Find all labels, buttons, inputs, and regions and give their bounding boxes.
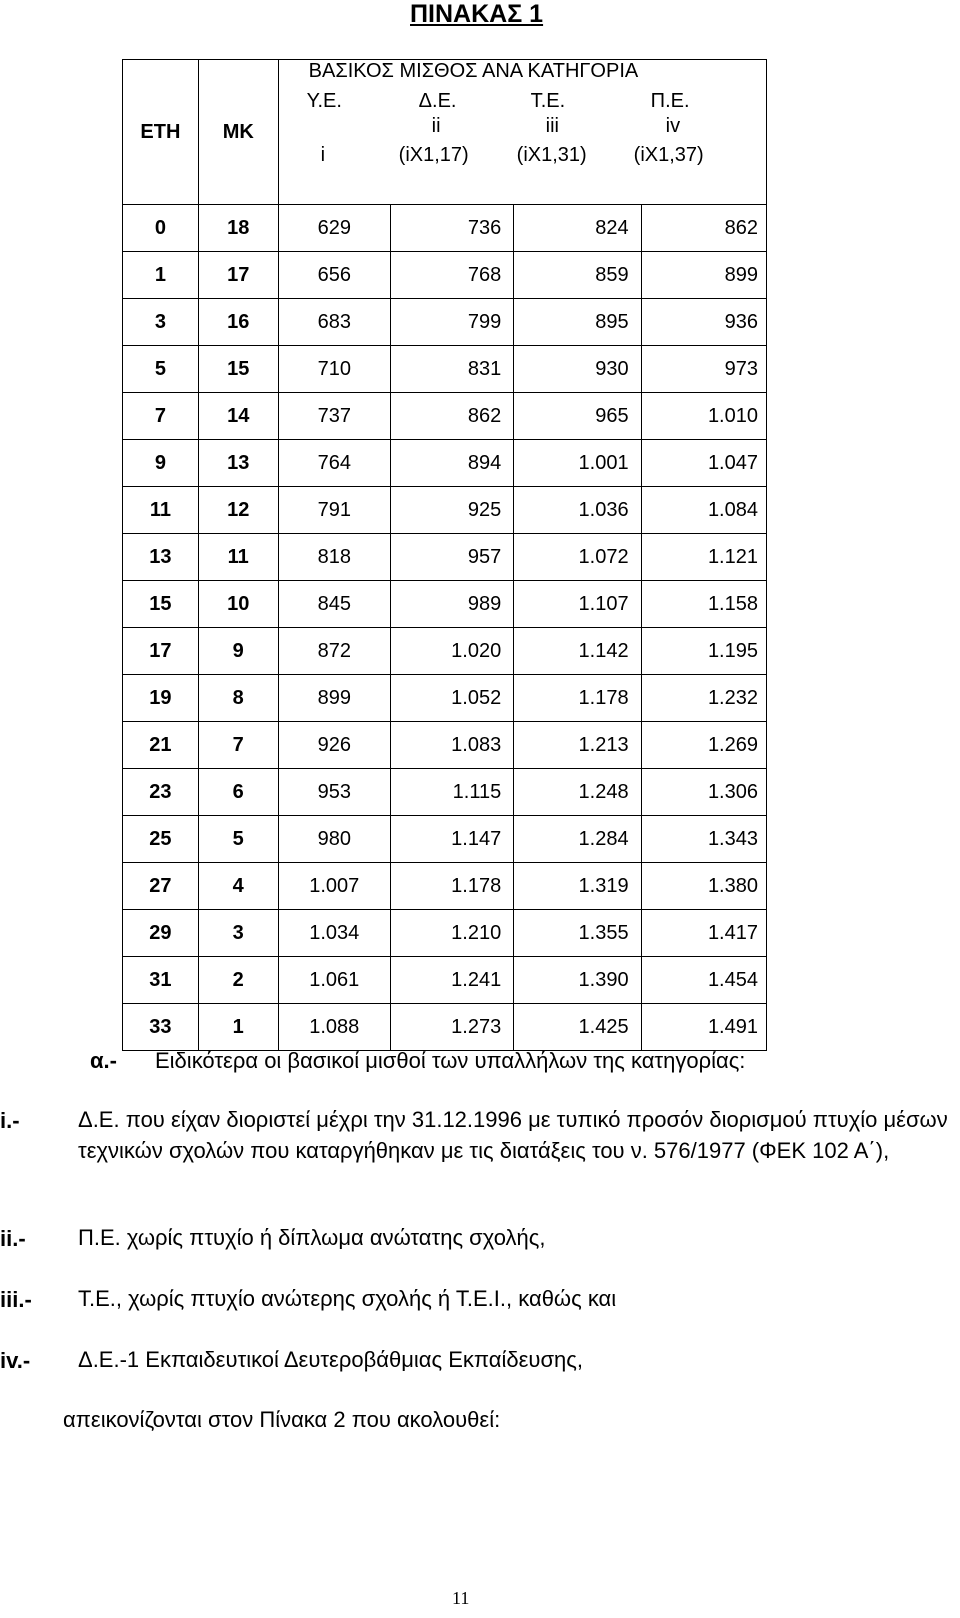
cell-cat2: 1.052: [390, 675, 513, 722]
table-row: [123, 675, 767, 722]
table-row: [123, 487, 767, 534]
cell-cat3: 1.107: [514, 581, 641, 628]
cell-cat1: 953: [278, 769, 390, 816]
cell-cat4: 1.417: [641, 910, 766, 957]
cell-cat1: 737: [278, 393, 390, 440]
cell-cat2: 894: [390, 440, 513, 487]
cell-cat3: 1.284: [514, 816, 641, 863]
table-row: [123, 205, 767, 252]
cell-mk: 1: [198, 1004, 278, 1051]
cell-cat4: 862: [641, 205, 766, 252]
header-roman1: i: [320, 144, 326, 166]
table-row: [123, 863, 767, 910]
cell-cat3: 824: [514, 205, 641, 252]
cell-mk: 11: [198, 534, 278, 581]
closing-text: απεικονίζονται στον Πίνακα 2 που ακολουθεί:: [63, 1407, 501, 1432]
cell-cat4: 1.269: [641, 722, 766, 769]
header-roman4: iv: [665, 115, 681, 137]
cell-cat3: 1.178: [514, 675, 641, 722]
cell-eti: 23: [123, 769, 199, 816]
table-row: [123, 393, 767, 440]
cell-eti: 19: [123, 675, 199, 722]
cell-cat1: 656: [278, 252, 390, 299]
header-cat1: Υ.Ε.: [306, 90, 342, 112]
cell-cat1: 1.034: [278, 910, 390, 957]
cell-cat2: 1.083: [390, 722, 513, 769]
cell-cat2: 925: [390, 487, 513, 534]
cell-cat4: 1.121: [641, 534, 766, 581]
cell-cat2: 736: [390, 205, 513, 252]
note-alpha-text: Ειδικότερα οι βασικοί μισθοί των υπαλλήλων της κατηγορίας:: [155, 1048, 746, 1073]
cell-mk: 18: [198, 205, 278, 252]
cell-mk: 10: [198, 581, 278, 628]
header-roman2: ii: [431, 115, 441, 137]
note-iii-text: Τ.Ε., χωρίς πτυχίο ανώτερης σχολής ή Τ.Ε.Ι., καθώς και: [78, 1286, 617, 1311]
cell-eti: 27: [123, 863, 199, 910]
cell-cat2: 957: [390, 534, 513, 581]
table-row: [123, 628, 767, 675]
cell-cat2: 1.241: [390, 957, 513, 1004]
cell-cat2: 862: [390, 393, 513, 440]
note-iv-label: iv.-: [0, 1348, 31, 1373]
cell-eti: 11: [123, 487, 199, 534]
header-factor3: (iX1,31): [516, 144, 587, 166]
note-ii-text: Π.Ε. χωρίς πτυχίο ή δίπλωμα ανώτατης σχολής,: [78, 1225, 546, 1250]
cell-cat2: 989: [390, 581, 513, 628]
header-factor2: (iX1,17): [398, 144, 469, 166]
cell-cat4: 1.195: [641, 628, 766, 675]
header-cat2: Δ.Ε.: [418, 90, 457, 112]
cell-cat3: 1.355: [514, 910, 641, 957]
cell-cat1: 818: [278, 534, 390, 581]
table-row: [123, 534, 767, 581]
cell-eti: 1: [123, 252, 199, 299]
cell-cat1: 980: [278, 816, 390, 863]
cell-cat3: 1.248: [514, 769, 641, 816]
cell-mk: 17: [198, 252, 278, 299]
cell-cat3: 1.001: [514, 440, 641, 487]
cell-cat2: 799: [390, 299, 513, 346]
table-row: [123, 299, 767, 346]
cell-eti: 33: [123, 1004, 199, 1051]
cell-cat3: 930: [514, 346, 641, 393]
cell-cat4: 1.158: [641, 581, 766, 628]
table-row: [123, 581, 767, 628]
table-row: [123, 910, 767, 957]
cell-mk: 9: [198, 628, 278, 675]
cell-cat4: 1.306: [641, 769, 766, 816]
cell-cat2: 1.178: [390, 863, 513, 910]
cell-eti: 5: [123, 346, 199, 393]
cell-cat4: 1.010: [641, 393, 766, 440]
table-row: [123, 440, 767, 487]
note-i-text: Δ.Ε. που είχαν διοριστεί μέχρι την 31.12.1996 με τυπικό προσόν διορισμού πτυχίο μέσων τεχνικών σχολών που καταργήθηκαν με τις διατάξεις του ν. 576/1977 (ΦΕΚ 102 Α΄),: [78, 1107, 948, 1163]
cell-mk: 8: [198, 675, 278, 722]
cell-cat4: 1.047: [641, 440, 766, 487]
table-row: [123, 252, 767, 299]
cell-cat3: 1.319: [514, 863, 641, 910]
cell-eti: 7: [123, 393, 199, 440]
cell-cat3: 1.072: [514, 534, 641, 581]
cell-cat3: 859: [514, 252, 641, 299]
cell-cat3: 1.142: [514, 628, 641, 675]
cell-cat3: 1.425: [514, 1004, 641, 1051]
cell-cat4: 936: [641, 299, 766, 346]
cell-eti: 9: [123, 440, 199, 487]
cell-mk: 5: [198, 816, 278, 863]
cell-eti: 29: [123, 910, 199, 957]
header-eti: ΕΤΗ: [123, 60, 199, 205]
page-number: 11: [452, 1588, 470, 1608]
cell-mk: 16: [198, 299, 278, 346]
cell-eti: 15: [123, 581, 199, 628]
note-iv-text: Δ.Ε.-1 Εκπαιδευτικοί Δευτεροβάθμιας Εκπαίδευσης,: [78, 1347, 583, 1372]
cell-cat1: 1.007: [278, 863, 390, 910]
cell-cat4: 1.232: [641, 675, 766, 722]
cell-mk: 3: [198, 910, 278, 957]
cell-eti: 25: [123, 816, 199, 863]
cell-cat4: 1.084: [641, 487, 766, 534]
cell-cat1: 845: [278, 581, 390, 628]
table-row: [123, 769, 767, 816]
cell-mk: 12: [198, 487, 278, 534]
header-group-title: ΒΑΣΙΚΟΣ ΜΙΣΘΟΣ ΑΝΑ ΚΑΤΗΓΟΡΙΑ: [308, 60, 639, 82]
salary-table: [122, 59, 767, 1051]
cell-eti: 31: [123, 957, 199, 1004]
cell-cat3: 1.036: [514, 487, 641, 534]
cell-cat2: 1.115: [390, 769, 513, 816]
cell-cat3: 1.213: [514, 722, 641, 769]
header-factor4: (iX1,37): [633, 144, 704, 166]
cell-cat2: 831: [390, 346, 513, 393]
cell-mk: 7: [198, 722, 278, 769]
cell-cat1: 899: [278, 675, 390, 722]
cell-mk: 14: [198, 393, 278, 440]
note-i-label: i.-: [0, 1108, 20, 1133]
table-row: [123, 816, 767, 863]
cell-cat1: 926: [278, 722, 390, 769]
cell-cat2: 1.210: [390, 910, 513, 957]
cell-cat1: 710: [278, 346, 390, 393]
cell-cat4: 899: [641, 252, 766, 299]
cell-cat3: 1.390: [514, 957, 641, 1004]
cell-mk: 13: [198, 440, 278, 487]
note-alpha-label: α.-: [90, 1048, 117, 1073]
cell-cat1: 629: [278, 205, 390, 252]
cell-mk: 15: [198, 346, 278, 393]
cell-cat1: 791: [278, 487, 390, 534]
cell-eti: 21: [123, 722, 199, 769]
cell-cat4: 1.454: [641, 957, 766, 1004]
cell-cat4: 1.343: [641, 816, 766, 863]
cell-cat4: 1.380: [641, 863, 766, 910]
table-row: [123, 1004, 767, 1051]
table-row: [123, 957, 767, 1004]
cell-mk: 4: [198, 863, 278, 910]
cell-cat4: 1.491: [641, 1004, 766, 1051]
table-row: [123, 722, 767, 769]
header-categories: [278, 60, 766, 205]
cell-cat4: 973: [641, 346, 766, 393]
cell-cat1: 683: [278, 299, 390, 346]
note-iii-label: iii.-: [0, 1287, 32, 1312]
table-header-row: [123, 60, 767, 205]
cell-eti: 13: [123, 534, 199, 581]
cell-cat3: 895: [514, 299, 641, 346]
cell-mk: 6: [198, 769, 278, 816]
cell-eti: 17: [123, 628, 199, 675]
cell-cat2: 1.147: [390, 816, 513, 863]
cell-mk: 2: [198, 957, 278, 1004]
table-title: ΠΙΝΑΚΑΣ 1: [410, 0, 544, 28]
table-row: [123, 346, 767, 393]
header-cat4: Π.Ε.: [650, 90, 690, 112]
cell-cat2: 1.020: [390, 628, 513, 675]
header-cat3: Τ.Ε.: [530, 90, 566, 112]
cell-cat1: 1.088: [278, 1004, 390, 1051]
header-mk: ΜΚ: [198, 60, 278, 205]
cell-cat1: 1.061: [278, 957, 390, 1004]
cell-eti: 0: [123, 205, 199, 252]
cell-cat2: 768: [390, 252, 513, 299]
header-roman3: iii: [545, 115, 560, 137]
cell-cat1: 764: [278, 440, 390, 487]
cell-cat2: 1.273: [390, 1004, 513, 1051]
cell-cat1: 872: [278, 628, 390, 675]
note-ii-label: ii.-: [0, 1226, 26, 1251]
cell-cat3: 965: [514, 393, 641, 440]
cell-eti: 3: [123, 299, 199, 346]
